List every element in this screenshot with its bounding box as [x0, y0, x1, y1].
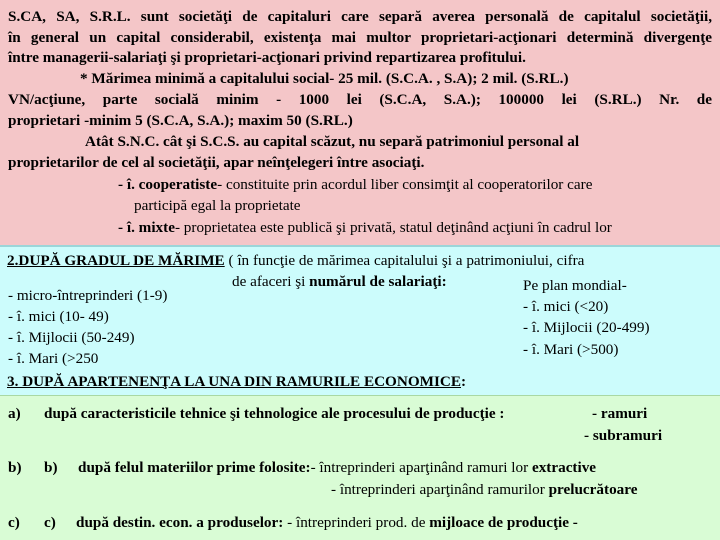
branch-heading-line: [7, 372, 466, 392]
world-item-small: - î. mici (<20): [523, 298, 609, 315]
item-c-label2: c): [44, 514, 56, 531]
para3-line1: Atât S.N.C. cât şi S.C.S. au capital scăzut, nu separă patrimoniul personal al: [85, 133, 580, 150]
section-size: [0, 247, 720, 396]
para1-line3: între managerii-salariaţi şi proprietari-acţionari privind repartizarea profitului.: [8, 49, 526, 66]
size-item-small: - î. mici (10- 49): [8, 308, 109, 325]
world-item-medium: - î. Mijlocii (20-499): [523, 319, 650, 336]
item-a-text: după caracteristicile tehnice şi tehnologice ale procesului de producţie :: [44, 405, 505, 422]
branch-heading-colon: :: [461, 373, 467, 390]
item-c-line1: [76, 513, 578, 533]
para1-line2: în general un capital considerabil, existenţa mai multor proprietari-acţionari determină divergenţe: [8, 29, 712, 46]
section-company-types: [0, 0, 720, 247]
para2-line1: * Mărimea minimă a capitalului social- 25 mil. (S.C.A. , S.A); 2 mil. (S.RL.): [80, 70, 569, 87]
size-heading-line2: [232, 272, 447, 292]
item-b-text: - întreprinderi aparţinând ramuri lor: [310, 459, 532, 476]
mixte-label: - î. mixte: [118, 219, 175, 236]
branch-heading: 3. DUPĂ APARTENENŢA LA UNA DIN RAMURILE ECONOMICE: [7, 373, 461, 390]
item-c-label1: c): [8, 514, 20, 531]
world-title: Pe plan mondial-: [523, 277, 627, 294]
size-heading-line: [7, 251, 584, 271]
coop-line2: participă egal la proprietate: [134, 197, 301, 214]
size-heading-line2-bold: numărul de salariaţi:: [309, 273, 447, 290]
item-b-line2: [331, 480, 637, 500]
coop-line1: [118, 175, 592, 195]
section-branches: [0, 396, 720, 540]
item-b-line2-text: - întreprinderi aparţinând ramurilor: [331, 481, 549, 498]
mixte-line: [118, 218, 612, 238]
size-item-large: - î. Mari (>250: [8, 350, 99, 367]
mixte-text: - proprietatea este publică şi privată, statul deţinând acţiuni în cadrul lor: [174, 219, 612, 236]
size-heading-line2-text: de afaceri şi: [232, 273, 310, 290]
item-a-ramuri: - ramuri: [592, 405, 648, 422]
size-item-medium: - î. Mijlocii (50-249): [8, 329, 135, 346]
coop-label: - î. cooperatiste: [118, 176, 218, 193]
item-a-subramuri: - subramuri: [584, 427, 663, 444]
para1-line1: S.CA, SA, S.R.L. sunt societăţi de capitaluri care separă averea personală de capitalul societăţii,: [8, 8, 712, 25]
world-item-large: - î. Mari (>500): [523, 341, 619, 358]
item-c-text: - întreprinderi prod. de: [283, 514, 430, 531]
coop-text: - constituite prin acordul liber consimţit al cooperatorilor care: [217, 176, 593, 193]
para2-line3: proprietari -minim 5 (S.C.A, S.A.); maxim 50 (S.RL.): [8, 112, 353, 129]
item-b-extractive: extractive: [531, 459, 597, 476]
item-b-label2: b): [44, 459, 58, 476]
item-c-mijloace: mijloace de producţie -: [429, 514, 578, 531]
size-item-micro: - micro-întreprinderi (1-9): [8, 287, 168, 304]
item-c-bold: după destin. econ. a produselor:: [76, 514, 284, 531]
para2-line2: VN/acţiune, parte socială minim - 1000 lei (S.C.A, S.A.); 100000 lei (S.RL.) Nr. de: [8, 91, 712, 108]
item-b-bold: după felul materiilor prime folosite:: [78, 459, 311, 476]
size-heading-rest: ( în funcţie de mărimea capitalului şi a patrimoniului, cifra: [224, 252, 585, 269]
item-b-prelucratoare: prelucrătoare: [548, 481, 638, 498]
item-b-label1: b): [8, 459, 22, 476]
para3-line2: proprietarilor de cel al societăţii, apar neînţelegeri între asociaţi.: [8, 154, 425, 171]
item-a-label: a): [8, 405, 21, 422]
item-b-line1: [78, 458, 596, 478]
size-heading: 2.DUPĂ GRADUL DE MĂRIME: [7, 252, 225, 269]
